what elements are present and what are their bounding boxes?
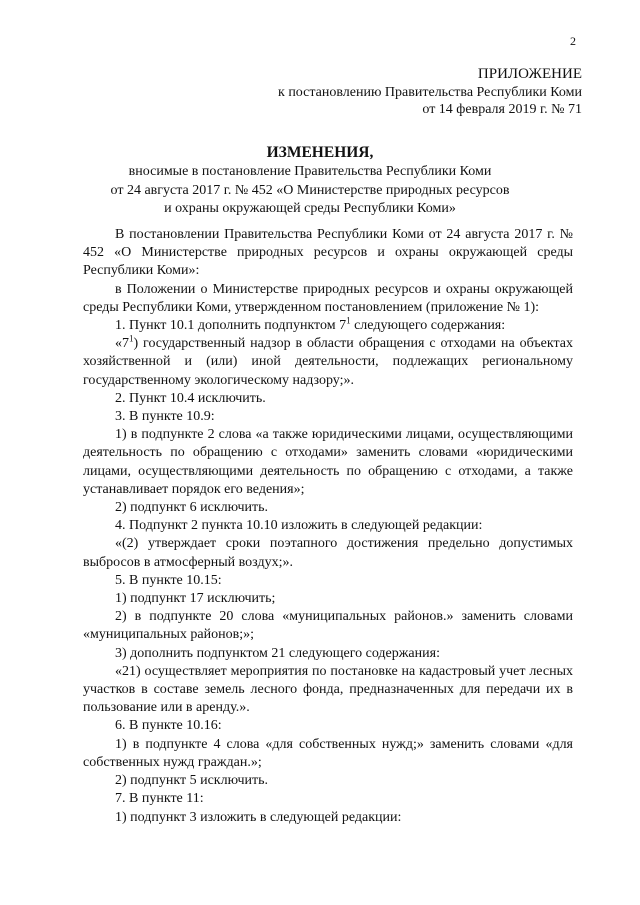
- paragraph: [83, 317, 573, 335]
- appendix-block: [278, 66, 582, 119]
- paragraph-text: ) государственный надзор в области обращения с отходами на объектах хозяйственной и (или) иной деятельности, подлежащих региональному государственному экологическому надзору;».: [83, 336, 573, 388]
- subtitle-line-1: вносимые в постановление Правительства Республики Коми: [128, 164, 492, 179]
- page-number: 2: [570, 34, 576, 48]
- paragraph: 5. В пункте 10.15:: [115, 572, 222, 588]
- subtitle-line-3: и охраны окружающей среды Республики Коми»: [164, 201, 456, 216]
- paragraph: 1) подпункт 3 изложить в следующей редакции:: [115, 809, 402, 825]
- paragraph: в Положении о Министерстве природных ресурсов и охраны окружающей среды Республики Коми, утвержденном постановлением (приложение № 1):: [83, 281, 573, 315]
- paragraph: 3. В пункте 10.9:: [115, 409, 215, 425]
- paragraph-text: «7: [115, 336, 129, 352]
- paragraph: «21) осуществляет мероприятия по постановке на кадастровый учет лесных участков в составе земель лесного фонда, предназначенных для передачи их в пользование или в аренду.».: [83, 663, 573, 716]
- paragraph: 1) в подпункте 4 слова «для собственных нужд;» заменить словами «для собственных нужд граждан.»;: [83, 736, 573, 770]
- paragraph: 3) дополнить подпунктом 21 следующего содержания:: [115, 645, 440, 661]
- paragraph: 2. Пункт 10.4 исключить.: [115, 390, 266, 406]
- document-body: [83, 226, 573, 827]
- paragraph: 7. В пункте 11:: [115, 791, 204, 807]
- appendix-line-2: от 14 февраля 2019 г. № 71: [422, 102, 582, 117]
- superscript: 1: [129, 333, 134, 344]
- document-title: ИЗМЕНЕНИЯ,: [266, 144, 374, 161]
- appendix-line-1: к постановлению Правительства Республики Коми: [278, 84, 582, 100]
- subtitle-line-2: от 24 августа 2017 г. № 452 «О Министерстве природных ресурсов: [110, 182, 510, 198]
- paragraph: 6. В пункте 10.16:: [115, 718, 222, 734]
- paragraph: 2) в подпункте 20 слова «муниципальных районов.» заменить словами «муниципальных районов;»;: [83, 609, 573, 643]
- paragraph-text: следующего содержания:: [350, 318, 506, 334]
- paragraph: В постановлении Правительства Республики Коми от 24 августа 2017 г. № 452 «О Министерстве природных ресурсов и охраны окружающей среды Республики Коми»:: [83, 227, 573, 279]
- paragraph-text: 1. Пункт 10.1 дополнить подпунктом 7: [115, 318, 347, 334]
- superscript: 1: [346, 315, 351, 326]
- paragraph: 1) подпункт 17 исключить;: [115, 591, 276, 607]
- paragraph: «(2) утверждает сроки поэтапного достижения предельно допустимых выбросов в атмосферный воздух;».: [83, 536, 573, 570]
- paragraph: 2) подпункт 5 исключить.: [115, 773, 269, 789]
- paragraph: [83, 335, 573, 390]
- paragraph: 2) подпункт 6 исключить.: [115, 500, 269, 516]
- document-subtitle: [70, 163, 550, 219]
- paragraph: 1) в подпункте 2 слова «а также юридическими лицами, осуществляющими деятельность по обращению с отходами» заменить словами «юридическими лицами, осуществляющими деятельность по обращению с отходами, а также устанавливает порядок его ведения»;: [83, 427, 573, 497]
- paragraph: 4. Подпункт 2 пункта 10.10 изложить в следующей редакции:: [115, 518, 483, 534]
- appendix-title: ПРИЛОЖЕНИЕ: [477, 66, 582, 82]
